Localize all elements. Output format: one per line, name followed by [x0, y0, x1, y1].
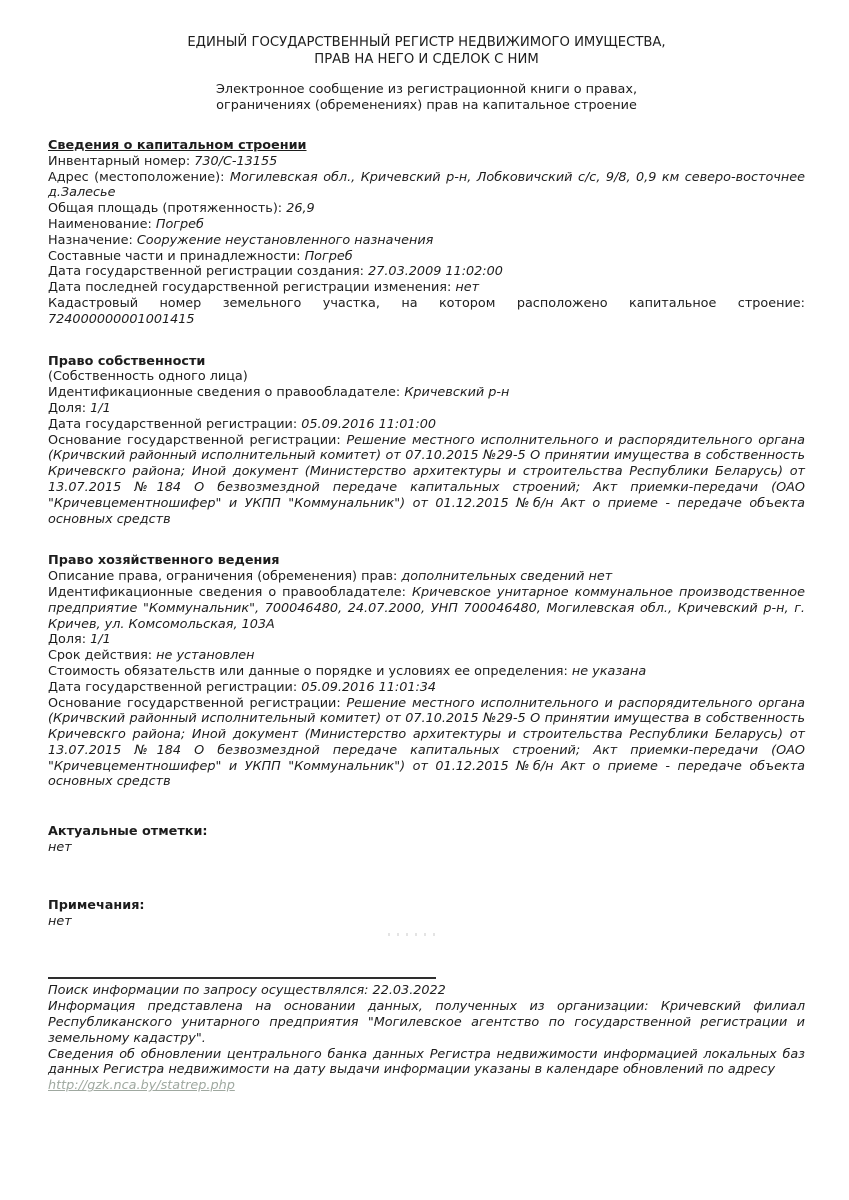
field-value: Решение местного исполнительного и распорядительного органа (Кричвский районный исполнительный комитет) от 07.10.2015 №29-5 О принятии имущества в собственность Кричевскго района; Иной документ (Министерство архитектуры и строительства Республики Беларусь) от 13.07.2015 №184 О безвозмездной передаче капитальных строений; Акт приемки-передачи (ОАО "Кричевцементношифер" и УКПП "Коммунальник") от 01.12.2015 №б/н Акт о приеме - передаче объекта основных средств	[48, 695, 805, 790]
building-section-heading: Сведения о капитальном строении	[48, 138, 307, 153]
field-label: Доля:	[48, 632, 87, 648]
management-field-list	[48, 569, 805, 790]
field-line	[48, 249, 805, 265]
notes-section	[48, 898, 805, 930]
management-section-heading: Право хозяйственного ведения	[48, 553, 280, 569]
field-line	[48, 401, 805, 417]
footer-divider	[48, 977, 436, 979]
field-value: 26,9	[286, 201, 315, 217]
field-label: Адрес (местоположение):	[48, 169, 225, 185]
field-value: Кричевское унитарное коммунальное производственное предприятие "Коммунальник", 700046480, 24.07.2000, УНП 700046480, Могилевская обл., Кричевский р-н, г. Кричев, ул. Комсомольская, 103А	[48, 584, 805, 632]
notes-heading: Примечания:	[48, 897, 145, 913]
ownership-section-heading: Право собственности	[48, 353, 206, 369]
field-label: Срок действия:	[48, 648, 153, 664]
field-value: Решение местного исполнительного и распорядительного органа (Кричвский районный исполнительный комитет) от 07.10.2015 №29-5 О принятии имущества в собственность Кричевскго района; Иной документ (Министерство архитектуры и строительства Республики Беларусь) от 13.07.2015 №184 О безвозмездной передаче капитальных строений; Акт приемки-передачи (ОАО "Кричевцементношифер" и УКПП "Коммунальник") от 01.12.2015 №б/н Акт о приеме - передаче объекта основных средств	[48, 432, 805, 527]
field-label: Назначение:	[48, 232, 133, 248]
field-value: не установлен	[156, 648, 255, 664]
field-value: 27.03.2009 11:02:00	[368, 264, 503, 280]
field-label: Кадастровый номер земельного участка, на котором расположено капитальное строение:	[48, 295, 805, 311]
statrep-link[interactable]: http://gzk.nca.by/statrep.php	[48, 1078, 235, 1094]
scan-noise-artifact	[388, 933, 440, 936]
field-label: Инвентарный номер:	[48, 153, 191, 169]
field-line	[48, 385, 805, 401]
field-line	[48, 280, 805, 296]
field-value: 05.09.2016 11:01:34	[301, 679, 437, 695]
search-date-line: Поиск информации по запросу осуществлялся: 22.03.2022	[48, 983, 446, 999]
field-label: Общая площадь (протяженность):	[48, 201, 283, 217]
field-line	[48, 632, 805, 648]
field-line	[48, 585, 805, 632]
field-line	[48, 170, 805, 202]
field-line	[48, 201, 805, 217]
field-line	[48, 417, 805, 433]
current-marks-heading: Актуальные отметки:	[48, 824, 208, 840]
field-value: 1/1	[90, 400, 111, 416]
field-line	[48, 233, 805, 249]
field-line	[48, 264, 805, 280]
field-line	[48, 217, 805, 233]
field-label: Описание права, ограничения (обременения) прав:	[48, 569, 398, 585]
field-line	[48, 154, 805, 170]
field-value: дополнительных сведений нет	[401, 569, 613, 585]
field-line	[48, 569, 805, 585]
building-field-list	[48, 154, 805, 328]
economic-management-right-section	[48, 553, 805, 790]
field-value: нет	[455, 280, 480, 296]
field-value: Могилевская обл., Кричевский р-н, Лобковичский с/с, 9/8, 0,9 км северо-восточнее д.Залесье	[48, 169, 805, 201]
field-label: Дата государственной регистрации:	[48, 679, 298, 695]
field-line	[48, 696, 805, 791]
footer-section	[48, 977, 805, 1094]
field-value: 1/1	[90, 632, 111, 648]
field-value: 724000000001001415	[48, 311, 195, 327]
field-label: Составные части и принадлежности:	[48, 248, 301, 264]
field-value: 730/С-13155	[194, 153, 278, 169]
info-update-paragraph: Сведения об обновлении центрального банка данных Регистра недвижимости информацией локальных баз данных Регистра недвижимости на дату выдачи информации указаны в календаре обновлений по адресу	[48, 1046, 805, 1078]
field-label: Стоимость обязательств или данные о порядке и условиях ее определения:	[48, 663, 568, 679]
ownership-type: (Собственность одного лица)	[48, 369, 248, 385]
field-line	[48, 680, 805, 696]
registry-title-line1: ЕДИНЫЙ ГОСУДАРСТВЕННЫЙ РЕГИСТР НЕДВИЖИМОГО ИМУЩЕСТВА,	[187, 35, 666, 50]
document-subtitle	[48, 82, 805, 114]
field-label: Доля:	[48, 400, 87, 416]
current-marks-section	[48, 824, 805, 856]
field-label: Дата последней государственной регистрации изменения:	[48, 280, 452, 296]
field-value: 05.09.2016 11:01:00	[301, 416, 437, 432]
ownership-field-list	[48, 385, 805, 527]
document-subtitle-line2: ограничениях (обременениях) прав на капитальное строение	[216, 98, 637, 113]
info-source-paragraph: Информация представлена на основании данных, полученных из организации: Кричевский филиал Республиканского унитарного предприятия "Могилевское агентство по государственной регистрации и земельному кадастру".	[48, 999, 805, 1046]
field-label: Дата государственной регистрации:	[48, 416, 298, 432]
document-subtitle-line1: Электронное сообщение из регистрационной книги о правах,	[215, 82, 638, 97]
field-label: Дата государственной регистрации создания:	[48, 264, 364, 280]
current-marks-value: нет	[48, 840, 72, 856]
field-value: Сооружение неустановленного назначения	[136, 232, 434, 248]
field-label: Основание государственной регистрации:	[48, 695, 341, 711]
registry-title	[48, 34, 805, 68]
field-line	[48, 296, 805, 328]
field-value: Кричевский р-н	[404, 385, 510, 401]
field-label: Основание государственной регистрации:	[48, 432, 341, 448]
field-line	[48, 433, 805, 528]
registry-title-line2: ПРАВ НА НЕГО И СДЕЛОК С НИМ	[314, 52, 539, 67]
field-value: Погреб	[155, 216, 204, 232]
field-label: Идентификационные сведения о правообладателе:	[48, 584, 406, 600]
ownership-right-section	[48, 354, 805, 528]
field-line	[48, 648, 805, 664]
building-info-section	[48, 138, 805, 328]
notes-value: нет	[48, 913, 72, 929]
field-label: Идентификационные сведения о правообладателе:	[48, 385, 401, 401]
field-line	[48, 664, 805, 680]
field-value: Погреб	[304, 248, 353, 264]
field-label: Наименование:	[48, 216, 152, 232]
field-value: не указана	[571, 663, 647, 679]
